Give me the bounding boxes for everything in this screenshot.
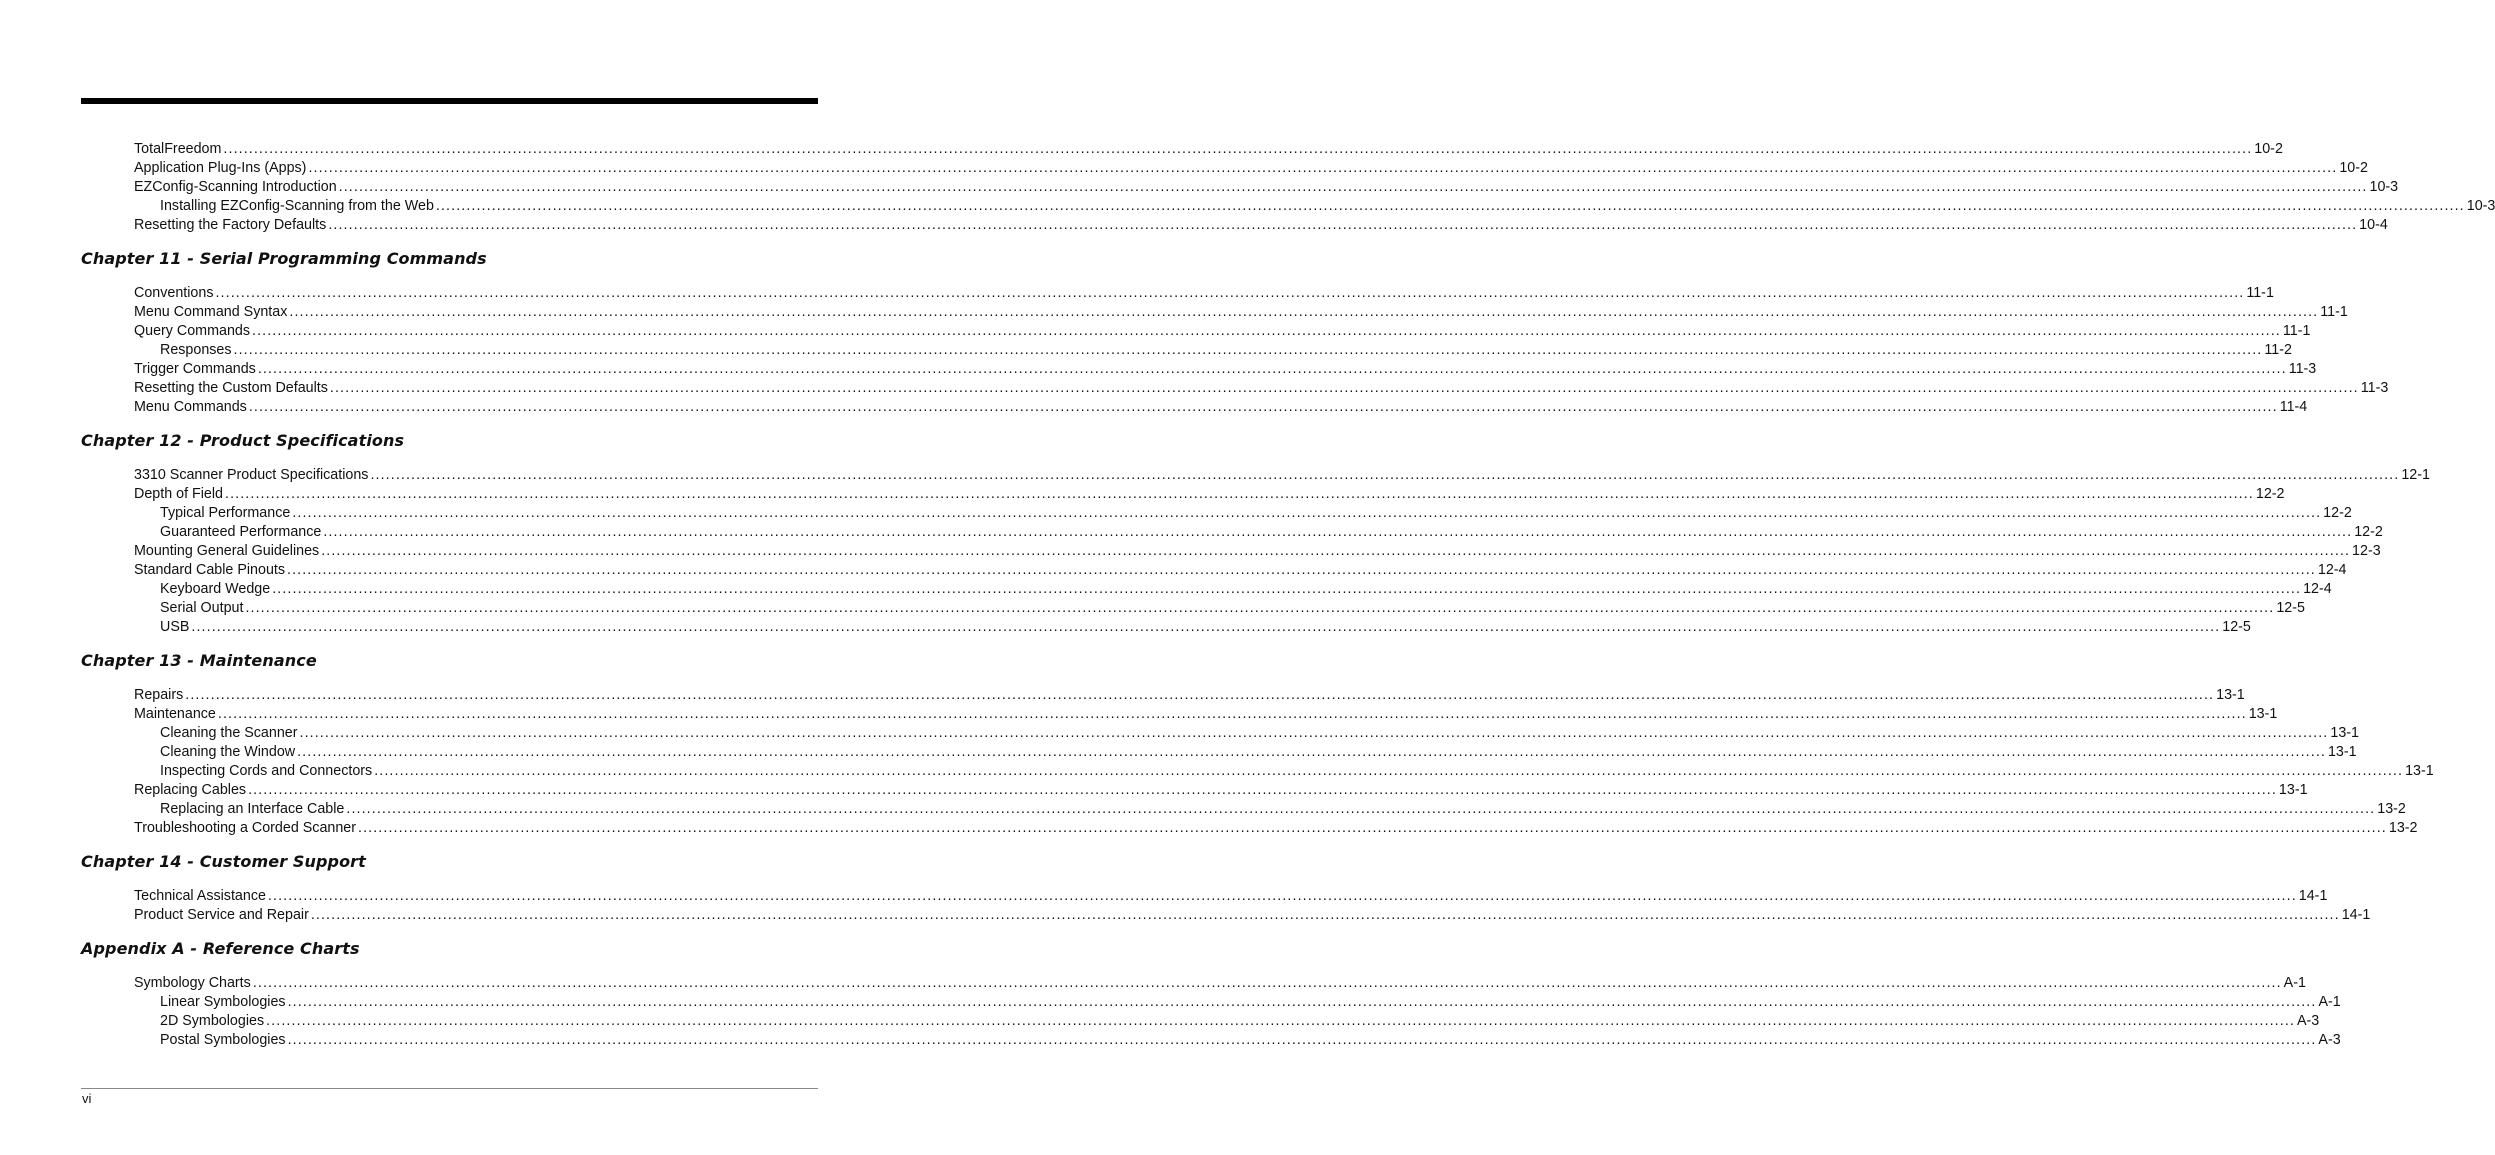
toc-entry[interactable]	[81, 580, 2332, 599]
toc-entry-page: 13-1	[2216, 687, 2245, 703]
toc-entry-title: Menu Commands	[134, 399, 247, 415]
toc-entry[interactable]	[81, 819, 2418, 838]
toc-entry-title: Repairs	[134, 687, 184, 703]
toc-entry-page: 12-5	[2222, 619, 2251, 635]
toc-entry[interactable]	[81, 974, 2306, 993]
toc-entry[interactable]	[81, 762, 2434, 781]
toc-entry[interactable]	[81, 1012, 2320, 1031]
toc-entry-title: Postal Symbologies	[160, 1032, 286, 1048]
toc-entry-title: Serial Output	[160, 600, 244, 616]
dot-leader: ................................................................................................................................................................................................................................................................................................................................................................................................................	[245, 600, 2275, 616]
toc-entry-page: A-1	[2318, 994, 2341, 1010]
toc-entry-title: USB	[160, 619, 190, 635]
toc-entry-title: Resetting the Factory Defaults	[134, 217, 327, 233]
dot-leader: ................................................................................................................................................................................................................................................................................................................................................................................................................	[267, 888, 2297, 904]
chapter-heading: Chapter 13 - Maintenance	[81, 651, 317, 670]
toc-entry-page: 13-2	[2377, 801, 2406, 817]
dot-leader: ................................................................................................................................................................................................................................................................................................................................................................................................................	[321, 543, 2351, 559]
dot-leader: ................................................................................................................................................................................................................................................................................................................................................................................................................	[370, 467, 2400, 483]
toc-entry-page: 13-1	[2330, 725, 2359, 741]
toc-entry[interactable]	[81, 561, 2347, 580]
dot-leader: ................................................................................................................................................................................................................................................................................................................................................................................................................	[435, 198, 2465, 214]
toc-entry-title: Keyboard Wedge	[160, 581, 271, 597]
toc-entry[interactable]	[81, 466, 2430, 485]
dot-leader: ................................................................................................................................................................................................................................................................................................................................................................................................................	[297, 744, 2326, 760]
toc-entry[interactable]	[81, 303, 2348, 322]
toc-entry-list	[81, 887, 2371, 925]
toc-entry[interactable]	[81, 216, 2388, 235]
toc-entry-title: Symbology Charts	[134, 975, 251, 991]
dot-leader: ................................................................................................................................................................................................................................................................................................................................................................................................................	[374, 763, 2404, 779]
toc-entry[interactable]	[81, 906, 2371, 925]
toc-entry[interactable]	[81, 618, 2251, 637]
toc-entry[interactable]	[81, 724, 2359, 743]
toc-entry-page: 11-1	[2320, 304, 2348, 320]
toc-entry-page: 12-1	[2401, 467, 2430, 483]
toc-entry-page: A-1	[2283, 975, 2306, 991]
toc-entry-page: 10-2	[2339, 160, 2368, 176]
dot-leader: ................................................................................................................................................................................................................................................................................................................................................................................................................	[338, 179, 2368, 195]
dot-leader: ................................................................................................................................................................................................................................................................................................................................................................................................................	[248, 399, 2278, 415]
toc-entry[interactable]	[81, 379, 2389, 398]
dot-leader: ................................................................................................................................................................................................................................................................................................................................................................................................................	[225, 486, 2254, 502]
toc-entry-title: 3310 Scanner Product Specifications	[134, 467, 369, 483]
toc-entry-list	[81, 140, 2495, 235]
dot-leader: ................................................................................................................................................................................................................................................................................................................................................................................................................	[328, 217, 2358, 233]
toc-entry[interactable]	[81, 140, 2283, 159]
toc-entry[interactable]	[81, 485, 2285, 504]
toc-entry-page: 13-1	[2278, 782, 2308, 798]
page-number: vi	[82, 1091, 92, 1106]
footer-rule	[81, 1088, 818, 1089]
dot-leader: ................................................................................................................................................................................................................................................................................................................................................................................................................	[257, 361, 2287, 377]
dot-leader: ................................................................................................................................................................................................................................................................................................................................................................................................................	[272, 581, 2302, 597]
dot-leader: ................................................................................................................................................................................................................................................................................................................................................................................................................	[287, 562, 2316, 578]
toc-entry-list	[81, 974, 2341, 1050]
toc-entry-title: Inspecting Cords and Connectors	[160, 763, 373, 779]
dot-leader: ................................................................................................................................................................................................................................................................................................................................................................................................................	[310, 907, 2340, 923]
toc-entry-title: Troubleshooting a Corded Scanner	[134, 820, 357, 836]
toc-entry[interactable]	[81, 284, 2274, 303]
toc-entry-title: Depth of Field	[134, 486, 224, 502]
dot-leader: ................................................................................................................................................................................................................................................................................................................................................................................................................	[346, 801, 2376, 817]
toc-entry[interactable]	[81, 887, 2328, 906]
toc-entry-page: 12-3	[2352, 543, 2381, 559]
dot-leader: ................................................................................................................................................................................................................................................................................................................................................................................................................	[223, 141, 2253, 157]
chapter-heading: Chapter 12 - Product Specifications	[81, 431, 405, 450]
table-of-contents	[81, 140, 2495, 1050]
toc-entry-title: Standard Cable Pinouts	[134, 562, 286, 578]
dot-leader: ................................................................................................................................................................................................................................................................................................................................................................................................................	[217, 706, 2247, 722]
chapter-heading: Chapter 14 - Customer Support	[81, 852, 366, 871]
toc-entry[interactable]	[81, 599, 2305, 618]
toc-entry[interactable]	[81, 360, 2317, 379]
toc-entry-page: 13-2	[2388, 820, 2418, 836]
toc-entry[interactable]	[81, 322, 2311, 341]
toc-entry-title: Cleaning the Window	[160, 744, 296, 760]
toc-entry-title: TotalFreedom	[134, 141, 222, 157]
dot-leader: ................................................................................................................................................................................................................................................................................................................................................................................................................	[248, 782, 2277, 798]
toc-entry-title: Replacing an Interface Cable	[160, 801, 345, 817]
toc-entry-page: 11-3	[2288, 361, 2317, 377]
toc-entry-page: A-3	[2296, 1013, 2320, 1029]
toc-entry-page: A-3	[2318, 1032, 2341, 1048]
toc-entry-title: Technical Assistance	[134, 888, 266, 904]
toc-entry[interactable]	[81, 781, 2308, 800]
toc-entry-title: EZConfig-Scanning Introduction	[134, 179, 337, 195]
toc-entry-title: Responses	[160, 342, 232, 358]
toc-entry[interactable]	[81, 178, 2399, 197]
toc-entry[interactable]	[81, 504, 2352, 523]
toc-entry-page: 12-5	[2276, 600, 2305, 616]
header-rule	[81, 98, 818, 104]
dot-leader: ................................................................................................................................................................................................................................................................................................................................................................................................................	[287, 1032, 2317, 1048]
toc-entry-title: Mounting General Guidelines	[134, 543, 320, 559]
toc-entry-title: Maintenance	[134, 706, 216, 722]
toc-entry-title: Application Plug-Ins (Apps)	[134, 160, 307, 176]
toc-entry[interactable]	[81, 398, 2308, 417]
toc-entry-page: 13-1	[2405, 763, 2434, 779]
toc-entry-page: 12-4	[2317, 562, 2347, 578]
toc-entry[interactable]	[81, 705, 2278, 724]
toc-entry-title: Guaranteed Performance	[160, 524, 322, 540]
toc-entry-page: 10-4	[2359, 217, 2388, 233]
toc-entry[interactable]	[81, 159, 2368, 178]
dot-leader: ................................................................................................................................................................................................................................................................................................................................................................................................................	[252, 975, 2282, 991]
toc-entry[interactable]	[81, 523, 2383, 542]
toc-entry-page: 11-1	[2246, 285, 2274, 301]
toc-entry-title: Typical Performance	[160, 505, 291, 521]
dot-leader: ................................................................................................................................................................................................................................................................................................................................................................................................................	[299, 725, 2329, 741]
toc-entry-page: 10-3	[2466, 198, 2495, 214]
dot-leader: ................................................................................................................................................................................................................................................................................................................................................................................................................	[252, 323, 2281, 339]
dot-leader: ................................................................................................................................................................................................................................................................................................................................................................................................................	[323, 524, 2353, 540]
toc-entry-title: Replacing Cables	[134, 782, 247, 798]
toc-entry-page: 12-2	[2354, 524, 2383, 540]
toc-entry-page: 10-2	[2254, 141, 2283, 157]
toc-entry-page: 10-3	[2369, 179, 2399, 195]
toc-entry-title: Query Commands	[134, 323, 251, 339]
toc-entry-page: 11-2	[2264, 342, 2292, 358]
toc-entry[interactable]	[81, 197, 2495, 216]
toc-entry[interactable]	[81, 341, 2292, 360]
dot-leader: ................................................................................................................................................................................................................................................................................................................................................................................................................	[266, 1013, 2295, 1029]
toc-entry[interactable]	[81, 686, 2245, 705]
toc-entry-page: 13-1	[2248, 706, 2278, 722]
chapter-heading: Appendix A - Reference Charts	[81, 939, 360, 958]
toc-entry-page: 12-2	[2255, 486, 2285, 502]
toc-entry[interactable]	[81, 1031, 2341, 1050]
toc-entry-page: 13-1	[2327, 744, 2357, 760]
toc-entry-page: 11-4	[2279, 399, 2308, 415]
dot-leader: ................................................................................................................................................................................................................................................................................................................................................................................................................	[329, 380, 2359, 396]
dot-leader: ................................................................................................................................................................................................................................................................................................................................................................................................................	[358, 820, 2387, 836]
dot-leader: ................................................................................................................................................................................................................................................................................................................................................................................................................	[191, 619, 2221, 635]
toc-entry-title: 2D Symbologies	[160, 1013, 265, 1029]
toc-entry[interactable]	[81, 542, 2381, 561]
toc-entry-title: Linear Symbologies	[160, 994, 286, 1010]
dot-leader: ................................................................................................................................................................................................................................................................................................................................................................................................................	[287, 994, 2317, 1010]
toc-entry-title: Menu Command Syntax	[134, 304, 288, 320]
toc-entry-page: 11-3	[2360, 380, 2389, 396]
toc-entry[interactable]	[81, 993, 2341, 1012]
toc-entry-page: 12-2	[2323, 505, 2352, 521]
toc-entry-title: Resetting the Custom Defaults	[134, 380, 328, 396]
toc-entry[interactable]	[81, 743, 2357, 762]
dot-leader: ................................................................................................................................................................................................................................................................................................................................................................................................................	[292, 505, 2322, 521]
toc-entry-page: 14-1	[2341, 907, 2371, 923]
toc-entry-title: Trigger Commands	[134, 361, 256, 377]
toc-entry-page: 11-1	[2282, 323, 2311, 339]
dot-leader: ................................................................................................................................................................................................................................................................................................................................................................................................................	[233, 342, 2263, 358]
toc-entry-title: Installing EZConfig-Scanning from the Web	[160, 198, 434, 214]
toc-entry-list	[81, 686, 2434, 838]
toc-entry-list	[81, 284, 2389, 417]
toc-entry-page: 12-4	[2303, 581, 2332, 597]
dot-leader: ................................................................................................................................................................................................................................................................................................................................................................................................................	[185, 687, 2215, 703]
toc-entry[interactable]	[81, 800, 2406, 819]
toc-entry-title: Conventions	[134, 285, 214, 301]
toc-entry-title: Product Service and Repair	[134, 907, 309, 923]
chapter-heading: Chapter 11 - Serial Programming Commands	[81, 249, 487, 268]
dot-leader: ................................................................................................................................................................................................................................................................................................................................................................................................................	[289, 304, 2319, 320]
dot-leader: ................................................................................................................................................................................................................................................................................................................................................................................................................	[215, 285, 2245, 301]
toc-entry-page: 14-1	[2298, 888, 2328, 904]
dot-leader: ................................................................................................................................................................................................................................................................................................................................................................................................................	[308, 160, 2338, 176]
toc-entry-title: Cleaning the Scanner	[160, 725, 298, 741]
toc-entry-list	[81, 466, 2430, 637]
